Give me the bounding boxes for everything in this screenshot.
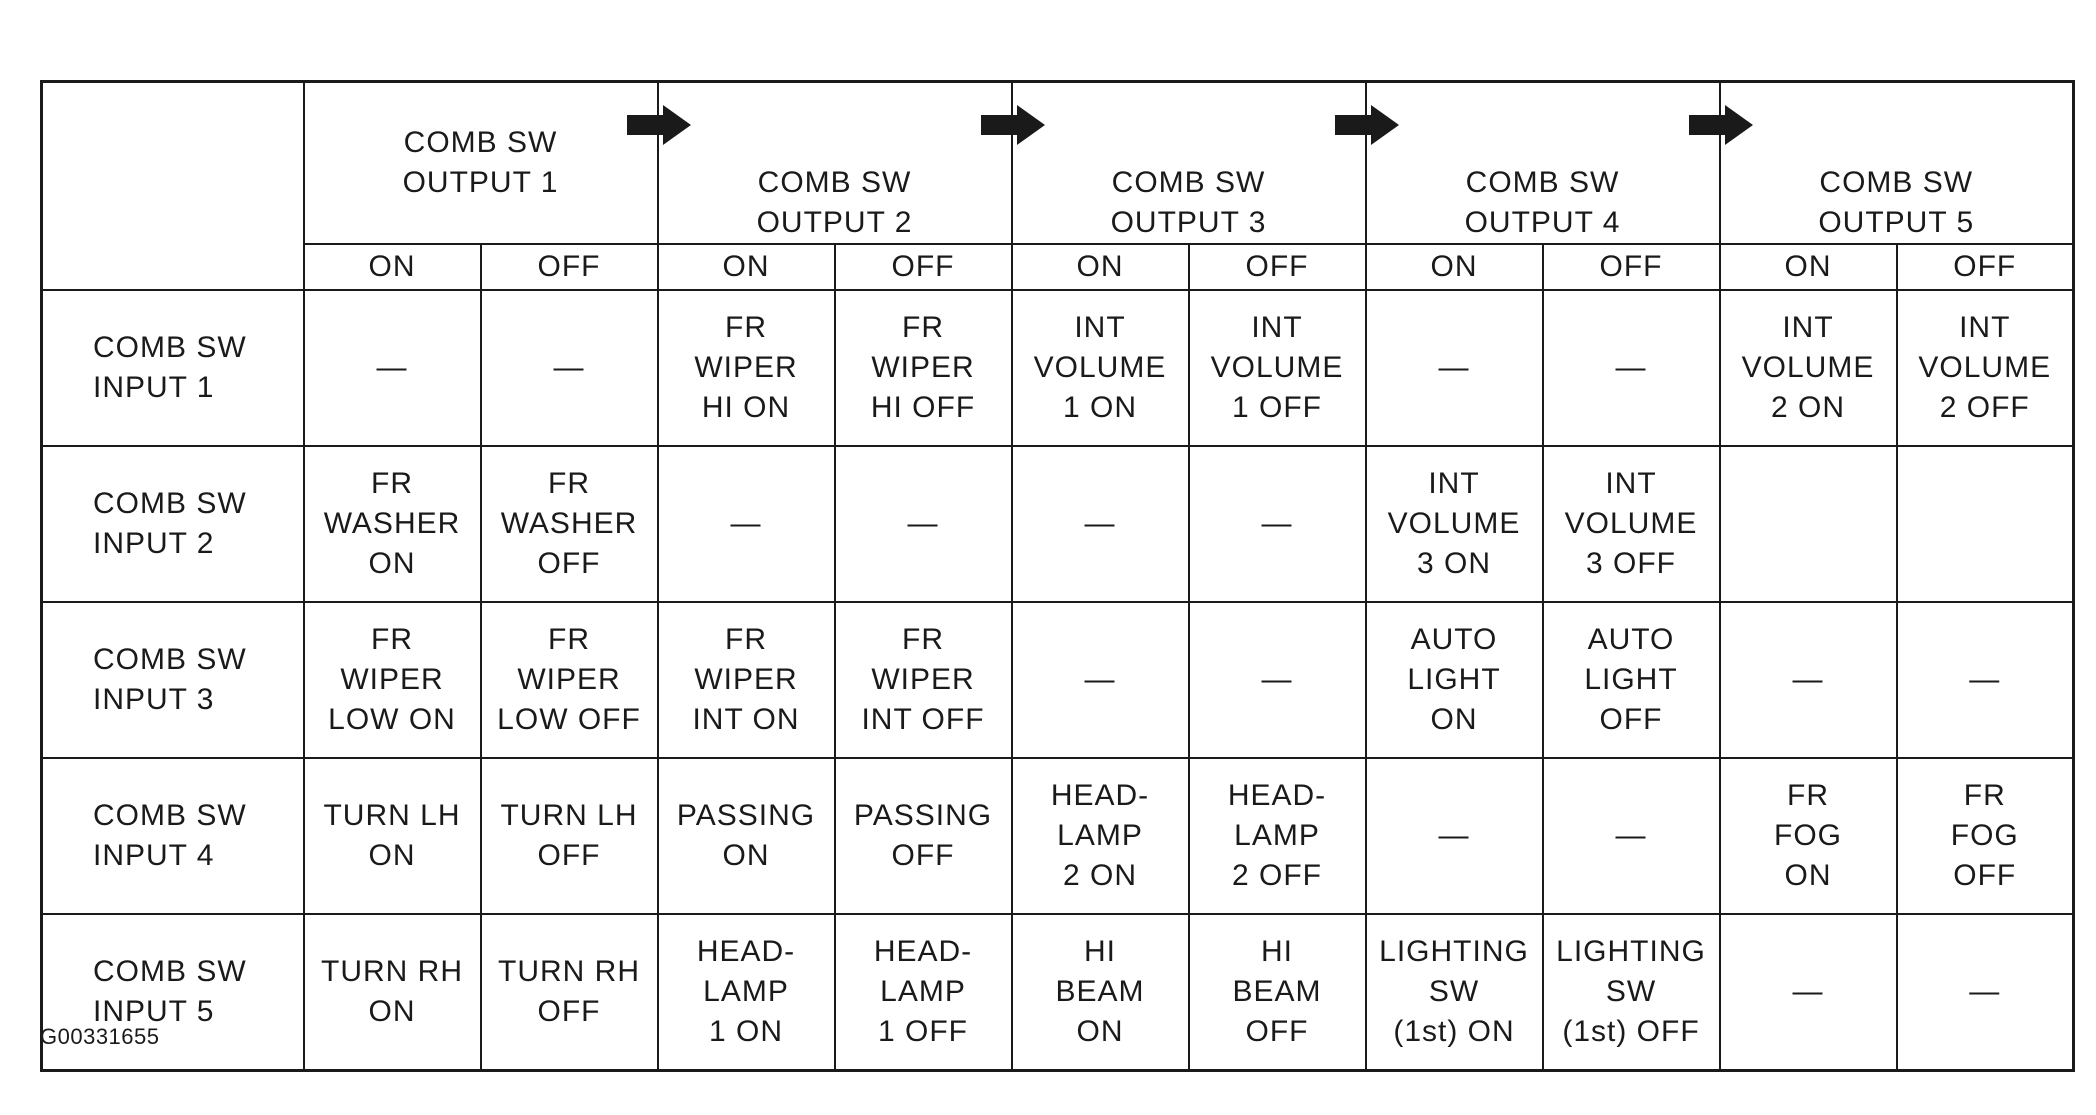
table-cell: —: [1189, 602, 1366, 758]
table-cell: FR WIPER HI ON: [658, 290, 835, 446]
table-cell: INT VOLUME 2 OFF: [1897, 290, 2074, 446]
table-row-input-2: [42, 446, 2074, 602]
output-header-1: COMB SW OUTPUT 1: [304, 82, 658, 245]
table-cell: FR WIPER INT OFF: [835, 602, 1012, 758]
output-header-5: [1720, 82, 2074, 245]
table-cell: LIGHTING SW (1st) OFF: [1543, 914, 1720, 1071]
table-cell: INT VOLUME 1 ON: [1012, 290, 1189, 446]
table-cell: FR FOG ON: [1720, 758, 1897, 914]
output-header-4-label: COMB SW OUTPUT 4: [1464, 166, 1621, 239]
figure-id-caption: G00331655: [40, 1024, 160, 1049]
table-row-input-3: [42, 602, 2074, 758]
output-header-3: [1012, 82, 1366, 245]
row-header: COMB SW INPUT 4: [42, 758, 304, 914]
table-cell: TURN RH OFF: [481, 914, 658, 1071]
table-cell: HEAD- LAMP 1 ON: [658, 914, 835, 1071]
state-on-header: ON: [304, 244, 481, 290]
row-header: COMB SW INPUT 5: [42, 914, 304, 1071]
table-cell: HEAD- LAMP 2 ON: [1012, 758, 1189, 914]
state-on-header: ON: [658, 244, 835, 290]
state-off-header: OFF: [481, 244, 658, 290]
output-header-3-label: COMB SW OUTPUT 3: [1110, 166, 1267, 239]
table-cell: —: [481, 290, 658, 446]
table-cell: HI BEAM OFF: [1189, 914, 1366, 1071]
table-row-input-4: [42, 758, 2074, 914]
output-header-2-label: COMB SW OUTPUT 2: [756, 166, 913, 239]
table-cell: TURN LH OFF: [481, 758, 658, 914]
row-header: COMB SW INPUT 1: [42, 290, 304, 446]
output-header-4: [1366, 82, 1720, 245]
table-cell: —: [1189, 446, 1366, 602]
table-cell: PASSING OFF: [835, 758, 1012, 914]
table-cell: —: [1543, 758, 1720, 914]
state-off-header: OFF: [1897, 244, 2074, 290]
combination-switch-table: [40, 80, 2075, 1072]
row-header: COMB SW INPUT 3: [42, 602, 304, 758]
table-cell: FR WIPER LOW OFF: [481, 602, 658, 758]
output-header-row: [42, 82, 2074, 245]
table-cell: PASSING ON: [658, 758, 835, 914]
table-cell: FR WASHER OFF: [481, 446, 658, 602]
arrow-right-icon: [627, 105, 691, 145]
arrow-right-icon: [981, 105, 1045, 145]
table-cell: FR WASHER ON: [304, 446, 481, 602]
table-cell: HEAD- LAMP 2 OFF: [1189, 758, 1366, 914]
table-cell: —: [1720, 914, 1897, 1071]
table-cell: INT VOLUME 2 ON: [1720, 290, 1897, 446]
table-cell: TURN LH ON: [304, 758, 481, 914]
table-cell: —: [1366, 290, 1543, 446]
table-cell: [1720, 446, 1897, 602]
table-cell: HEAD- LAMP 1 OFF: [835, 914, 1012, 1071]
table-cell: —: [1897, 914, 2074, 1071]
table-cell: HI BEAM ON: [1012, 914, 1189, 1071]
state-off-header: OFF: [835, 244, 1012, 290]
table-cell: FR FOG OFF: [1897, 758, 2074, 914]
state-off-header: OFF: [1189, 244, 1366, 290]
table-cell: INT VOLUME 3 OFF: [1543, 446, 1720, 602]
table-cell: —: [835, 446, 1012, 602]
table-cell: TURN RH ON: [304, 914, 481, 1071]
arrow-right-icon: [1335, 105, 1399, 145]
state-on-header: ON: [1012, 244, 1189, 290]
table-cell: FR WIPER HI OFF: [835, 290, 1012, 446]
table-row-input-1: [42, 290, 2074, 446]
state-off-header: OFF: [1543, 244, 1720, 290]
table-cell: —: [1366, 758, 1543, 914]
table-cell: INT VOLUME 3 ON: [1366, 446, 1543, 602]
state-header-row: [42, 244, 2074, 290]
table-cell: AUTO LIGHT ON: [1366, 602, 1543, 758]
arrow-right-icon: [1689, 105, 1753, 145]
table-cell: [1897, 446, 2074, 602]
table-cell: —: [1543, 290, 1720, 446]
output-header-2: [658, 82, 1012, 245]
table-cell: —: [1012, 602, 1189, 758]
table-cell: LIGHTING SW (1st) ON: [1366, 914, 1543, 1071]
table-cell: FR WIPER LOW ON: [304, 602, 481, 758]
table-cell: FR WIPER INT ON: [658, 602, 835, 758]
table-cell: —: [1720, 602, 1897, 758]
output-header-5-label: COMB SW OUTPUT 5: [1818, 166, 1975, 239]
corner-cell: [42, 82, 304, 291]
table-cell: —: [304, 290, 481, 446]
table-cell: —: [1897, 602, 2074, 758]
row-header: COMB SW INPUT 2: [42, 446, 304, 602]
table-cell: —: [1012, 446, 1189, 602]
state-on-header: ON: [1366, 244, 1543, 290]
table-cell: INT VOLUME 1 OFF: [1189, 290, 1366, 446]
table-cell: AUTO LIGHT OFF: [1543, 602, 1720, 758]
table-cell: —: [658, 446, 835, 602]
table-row-input-5: [42, 914, 2074, 1071]
state-on-header: ON: [1720, 244, 1897, 290]
